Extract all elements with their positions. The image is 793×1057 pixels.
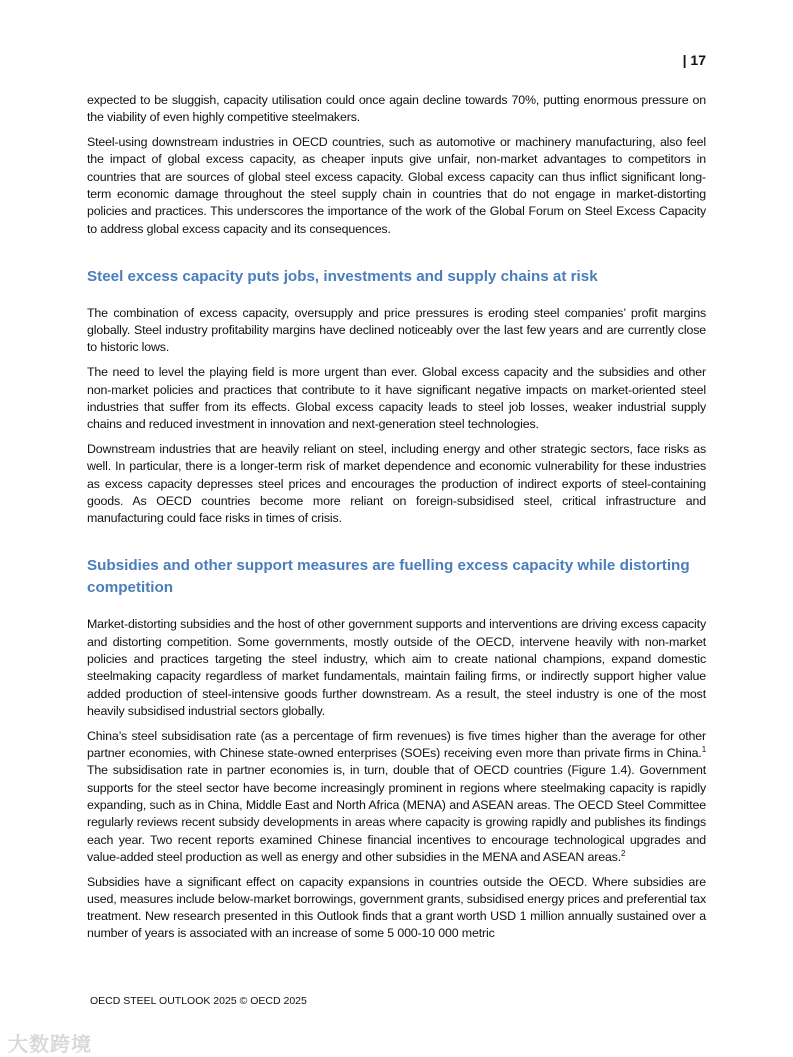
paragraph [87,728,706,866]
page-number: | 17 [682,52,706,68]
section-heading: Steel excess capacity puts jobs, investments and supply chains at risk [87,267,598,285]
footnote-ref[interactable]: 2 [621,848,626,858]
watermark-logo: 大数跨境 [8,1034,92,1056]
paragraph: Subsidies have a significant effect on capacity expansions in countries outside the OECD. Where subsidies are used, measures include below-market borrowings, government grants, subsidised energy prices and preferential tax treatment. New research presented in this Outlook finds that a grant worth USD 1 million annually sustained over a number of years is associated with an increase of some 5 000-10 000 metric [87,874,706,941]
paragraph: Steel-using downstream industries in OECD countries, such as automotive or machinery manufacturing, also feel the impact of global excess capacity, as cheaper inputs give unfair, non-market advantages to competitors in countries that are sources of global steel excess capacity. Global excess capacity can thus inflict significant long-term economic damage throughout the steel supply chain in countries that do not engage in market-distorting policies and practices. This underscores the importance of the work of the Global Forum on Steel Excess Capacity to address global excess capacity and its consequences. [87,135,706,236]
text: China’s steel subsidisation rate (as a percentage of firm revenues) is five times higher than the average for other partner economies, with Chinese state-owned enterprises (SOEs) receiving even more than private firms in China. [87,728,706,761]
section-heading: Subsidies and other support measures are fuelling excess capacity while distorting competition [87,557,690,597]
paragraph: Downstream industries that are heavily reliant on steel, including energy and other strategic sectors, face risks as well. In particular, there is a longer-term risk of market dependence and economic vulnerability for these industries as excess capacity depresses steel prices and encourages the production of indirect exports of steel-containing goods. As OECD countries become more reliant on foreign-subsidised steel, critical infrastructure and manufacturing could face risks in times of crisis. [87,441,706,526]
paragraph: The need to level the playing field is more urgent than ever. Global excess capacity and the subsidies and other non-market policies and practices that contribute to it have significant negative impacts on market-oriented steel industries that suffer from its effects. Global excess capacity leads to steel job losses, weaker industrial supply chains and reduced investment in innovation and next-generation steel technologies. [87,365,706,432]
text: The subsidisation rate in partner economies is, in turn, double that of OECD countries (Figure 1.4). Government supports for the steel sector have become increasingly prominent in regions where steelmaking capacity is rapidly expanding, such as in China, Middle East and North Africa (MENA) and ASEAN areas. The OECD Steel Committee regularly reviews recent subsidy developments in areas where capacity is growing rapidly and publishes its findings each year. Two recent reports examined Chinese financial incentives to encourage technological upgrades and value-added steel production as well as energy and other subsidies in the MENA and ASEAN areas. [87,763,706,864]
footnote-ref[interactable]: 1 [701,744,706,754]
paragraph: The combination of excess capacity, oversupply and price pressures is eroding steel companies’ profit margins globally. Steel industry profitability margins have declined noticeably over the last few years and are currently close to historic lows. [87,305,706,355]
document-body [87,92,706,950]
paragraph: Market-distorting subsidies and the host of other government supports and interventions are driving excess capacity and distorting competition. Some governments, mostly outside of the OECD, intervene heavily with non-market policies and practices targeting the steel industry, which aim to create national champions, expand domestic steelmaking capacity regardless of market fundamentals, maintain failing firms, or indirectly support higher value added production of steel-intensive goods further downstream. As a result, the steel industry is one of the most heavily subsidised industrial sectors globally. [87,617,706,718]
paragraph: expected to be sluggish, capacity utilisation could once again decline towards 70%, putting enormous pressure on the viability of even highly competitive steelmakers. [87,93,706,125]
footer: OECD STEEL OUTLOOK 2025 © OECD 2025 [90,995,307,1007]
